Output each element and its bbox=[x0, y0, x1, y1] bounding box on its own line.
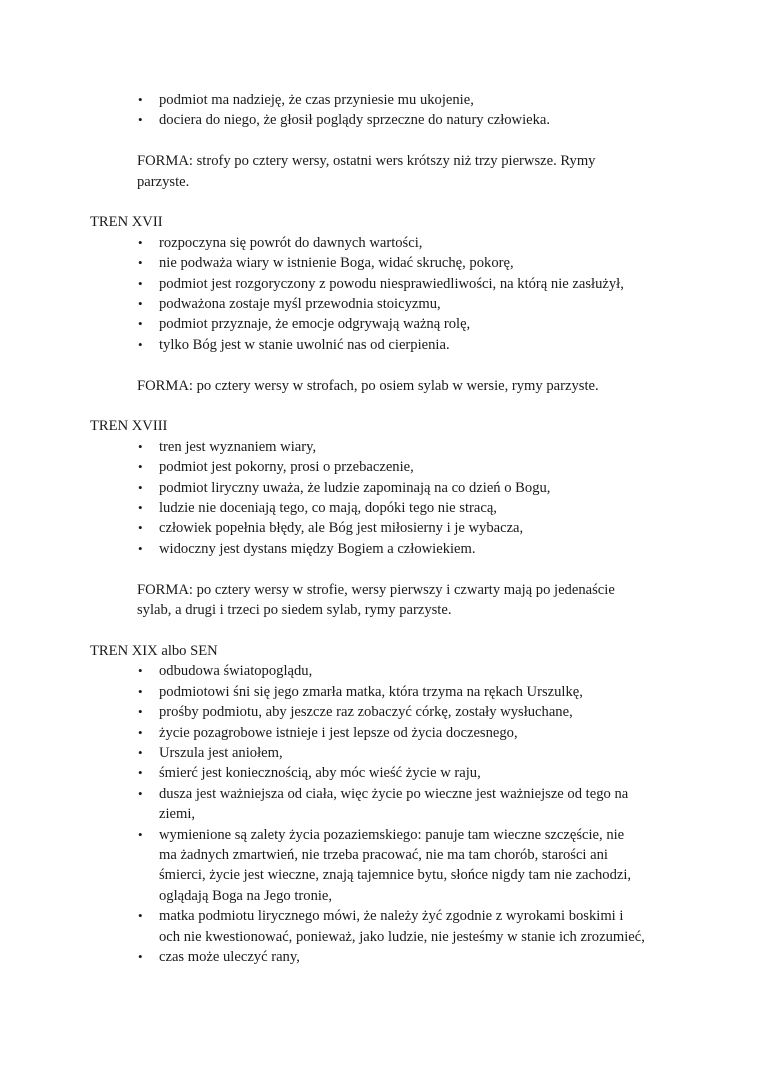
list-item-text: dociera do niego, że głosił poglądy sprzeczne do natury człowieka. bbox=[159, 112, 551, 129]
list-item-text: śmierć jest koniecznością, aby móc wieść życie w raju, bbox=[159, 765, 481, 782]
bullet-icon: • bbox=[138, 500, 143, 516]
list-item bbox=[138, 784, 675, 825]
list-item bbox=[138, 335, 675, 355]
list-item-text: podmiot jest rozgoryczony z powodu niesprawiedliwości, na którą nie zasłużył, bbox=[159, 275, 624, 292]
list-item bbox=[138, 518, 675, 538]
list-item bbox=[138, 661, 675, 681]
spacer bbox=[90, 559, 675, 579]
section-heading-tren-19: TREN XIX albo SEN bbox=[90, 642, 218, 659]
list-item bbox=[138, 437, 675, 457]
list-item-text: życie pozagrobowe istnieje i jest lepsze od życia doczesnego, bbox=[159, 724, 518, 741]
forma-line: FORMA: strofy po cztery wersy, ostatni wers krótszy niż trzy pierwsze. Rymy bbox=[137, 153, 596, 170]
bullet-icon: • bbox=[138, 683, 143, 699]
bullet-icon: • bbox=[138, 540, 143, 556]
bullet-icon: • bbox=[138, 663, 143, 679]
tren-18-forma bbox=[90, 580, 675, 621]
tren-17-list bbox=[90, 233, 675, 355]
forma-line: parzyste. bbox=[137, 173, 190, 190]
list-item bbox=[138, 294, 675, 314]
bullet-icon: • bbox=[138, 744, 143, 760]
list-item-text: Urszula jest aniołem, bbox=[159, 744, 283, 761]
bullet-icon: • bbox=[138, 704, 143, 720]
spacer bbox=[90, 131, 675, 151]
list-item bbox=[138, 743, 675, 763]
bullet-icon: • bbox=[138, 275, 143, 291]
section-heading-tren-18: TREN XVIII bbox=[90, 418, 168, 435]
list-item-text: czas może uleczyć rany, bbox=[159, 948, 300, 965]
list-item bbox=[138, 682, 675, 702]
list-item-text: tylko Bóg jest w stanie uwolnić nas od cierpienia. bbox=[159, 336, 450, 353]
list-item-text: tren jest wyznaniem wiary, bbox=[159, 438, 317, 455]
bullet-icon: • bbox=[138, 785, 143, 801]
bullet-icon: • bbox=[138, 438, 143, 454]
list-item-text: nie podważa wiary w istnienie Boga, widać skruchę, pokorę, bbox=[159, 255, 514, 272]
section-heading-tren-17: TREN XVII bbox=[90, 214, 163, 231]
bullet-icon: • bbox=[138, 479, 143, 495]
bullet-icon: • bbox=[138, 316, 143, 332]
list-item bbox=[138, 457, 675, 477]
forma-line: sylab, a drugi i trzeci po siedem sylab, rymy parzyste. bbox=[137, 602, 452, 619]
list-item bbox=[138, 110, 675, 130]
bullet-icon: • bbox=[138, 255, 143, 271]
spacer bbox=[90, 355, 675, 375]
list-item-text: wymienione są zalety życia pozaziemskiego: panuje tam wieczne szczęście, nie bbox=[159, 826, 625, 843]
bullet-icon: • bbox=[138, 296, 143, 312]
bullet-icon: • bbox=[138, 908, 143, 924]
list-item-text: rozpoczyna się powrót do dawnych wartości, bbox=[159, 234, 423, 251]
bullet-icon: • bbox=[138, 92, 143, 107]
tren-17-forma bbox=[90, 376, 675, 396]
bullet-icon: • bbox=[138, 112, 143, 128]
list-item-text: człowiek popełnia błędy, ale Bóg jest miłosierny i je wybacza, bbox=[159, 520, 524, 537]
spacer bbox=[90, 620, 675, 640]
bullet-icon: • bbox=[138, 826, 143, 842]
list-item-text: podmiot jest pokorny, prosi o przebaczenie, bbox=[159, 459, 414, 476]
list-item-text: podmiotowi śni się jego zmarła matka, która trzyma na rękach Urszulkę, bbox=[159, 683, 583, 700]
bullet-icon: • bbox=[138, 459, 143, 475]
bullet-icon: • bbox=[138, 724, 143, 740]
list-item bbox=[138, 723, 675, 743]
tren-18-list bbox=[90, 437, 675, 559]
list-item bbox=[138, 314, 675, 334]
list-item bbox=[138, 274, 675, 294]
list-item bbox=[138, 498, 675, 518]
list-item-text: podmiot przyznaje, że emocje odgrywają ważną rolę, bbox=[159, 316, 471, 333]
list-item-text: widoczny jest dystans między Bogiem a człowiekiem. bbox=[159, 540, 476, 557]
list-item bbox=[138, 253, 675, 273]
list-item-text: dusza jest ważniejsza od ciała, więc życie po wieczne jest ważniejsze od tego na bbox=[159, 785, 629, 802]
bullet-icon: • bbox=[138, 765, 143, 781]
list-item-text: prośby podmiotu, aby jeszcze raz zobaczyć córkę, zostały wysłuchane, bbox=[159, 704, 573, 721]
bullet-icon: • bbox=[138, 336, 143, 352]
list-item bbox=[138, 539, 675, 559]
list-item-text-continued: śmierci, życie jest wieczne, znają tajemnice bytu, słońce nigdy tam nie zachodzi, bbox=[159, 867, 632, 884]
spacer bbox=[90, 396, 675, 416]
page-content bbox=[90, 90, 675, 967]
list-item-text: podmiot ma nadzieję, że czas przyniesie mu ukojenie, bbox=[159, 92, 474, 108]
list-item-text-continued: och nie kwestionować, ponieważ, jako ludzie, nie jesteśmy w stanie ich zrozumieć, bbox=[159, 928, 645, 945]
list-item bbox=[138, 233, 675, 253]
bullet-icon: • bbox=[138, 948, 143, 964]
list-item bbox=[138, 478, 675, 498]
list-item bbox=[138, 947, 675, 967]
list-item bbox=[138, 906, 675, 947]
list-item-text-continued: ziemi, bbox=[159, 806, 196, 823]
intro-list bbox=[90, 90, 675, 131]
list-item bbox=[138, 702, 675, 722]
list-item-text: matka podmiotu lirycznego mówi, że należy żyć zgodnie z wyrokami boskimi i bbox=[159, 908, 624, 925]
spacer bbox=[90, 192, 675, 212]
list-item-text: podważona zostaje myśl przewodnia stoicyzmu, bbox=[159, 296, 441, 313]
list-item-text: odbudowa światopoglądu, bbox=[159, 663, 313, 680]
list-item-text-continued: ma żadnych zmartwień, nie trzeba pracować, nie ma tam chorób, starości ani bbox=[159, 846, 608, 863]
forma-line: FORMA: po cztery wersy w strofie, wersy pierwszy i czwarty mają po jedenaście bbox=[137, 581, 615, 598]
bullet-icon: • bbox=[138, 520, 143, 536]
list-item-text-continued: oglądają Boga na Jego tronie, bbox=[159, 887, 333, 904]
list-item-text: ludzie nie doceniają tego, co mają, dopóki tego nie stracą, bbox=[159, 500, 497, 517]
forma-line: FORMA: po cztery wersy w strofach, po osiem sylab w wersie, rymy parzyste. bbox=[137, 377, 599, 394]
list-item bbox=[138, 90, 675, 110]
list-item-text: podmiot liryczny uważa, że ludzie zapominają na co dzień o Bogu, bbox=[159, 479, 551, 496]
list-item bbox=[138, 763, 675, 783]
tren-19-list bbox=[90, 661, 675, 967]
intro-forma bbox=[90, 151, 675, 192]
bullet-icon: • bbox=[138, 234, 143, 250]
list-item bbox=[138, 825, 675, 907]
